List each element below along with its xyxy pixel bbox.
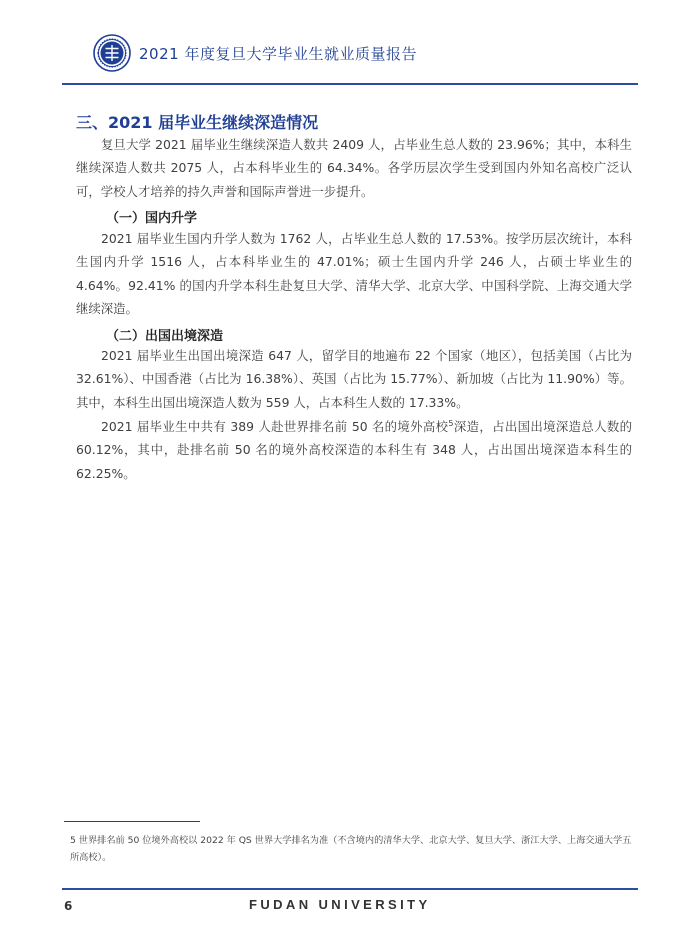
report-title: 2021 年度复旦大学毕业生就业质量报告 [139,45,417,63]
footer-university-name: FUDAN UNIVERSITY [249,897,431,912]
page-header [0,0,700,88]
domestic-paragraph: 2021 届毕业生国内升学人数为 1762 人，占毕业生总人数的 17.53%。按学历层次统计，本科生国内升学 1516 人，占本科毕业生的 47.01%；硕士生国内升学 246 人，占硕士毕业生的 4.64%。92.41% 的国内升学本科生赴复旦大学、清华大学、北京大学、中国科学院、上海交通大学继续深造。 [76,231,632,317]
abroad-paragraph-1: 2021 届毕业生出国出境深造 647 人，留学目的地遍布 22 个国家（地区），包括美国（占比为 32.61%）、中国香港（占比为 16.38%）、英国（占比为 15.77%）、新加坡（占比为 11.90%）等。其中，本科生出国出境深造人数为 559 人，占本科生人数的 17.33%。 [76,348,632,410]
footnote-reference[interactable]: 5 [448,419,454,428]
abroad-paragraph-2 [76,415,632,485]
footnote-text: 5 世界排名前 50 位境外高校以 2022 年 QS 世界大学排名为准（不含境内的清华大学、北京大学、复旦大学、浙江大学、上海交通大学五所高校）。 [70,835,632,863]
intro-paragraph: 复旦大学 2021 届毕业生继续深造人数共 2409 人，占毕业生总人数的 23.96%；其中，本科生继续深造人数共 2075 人，占本科毕业生的 64.34%。各学历层次学生受到国内外知名高校广泛认可，学校人才培养的持久声誉和国际声誉进一步提升。 [76,137,632,199]
header-divider [62,83,638,85]
abroad-paragraph-2-end: 深造，占出国出境深造总人数的 60.12%，其中，赴排名前 50 名的境外高校深造的本科生有 348 人，占出国出境深造本科生的 62.25%。 [76,419,632,481]
footnote-divider [64,821,200,822]
page-number: 6 [64,899,73,913]
abroad-paragraph-2-start: 2021 届毕业生中共有 389 人赴世界排名前 50 名的境外高校 [101,419,449,434]
abroad-heading: （二）出国出境深造 [106,329,224,344]
footer-divider [62,888,638,890]
section-heading: 三、2021 届毕业生继续深造情况 [76,113,319,132]
fudan-university-seal-icon [93,34,131,72]
domestic-heading: （一）国内升学 [106,211,198,226]
